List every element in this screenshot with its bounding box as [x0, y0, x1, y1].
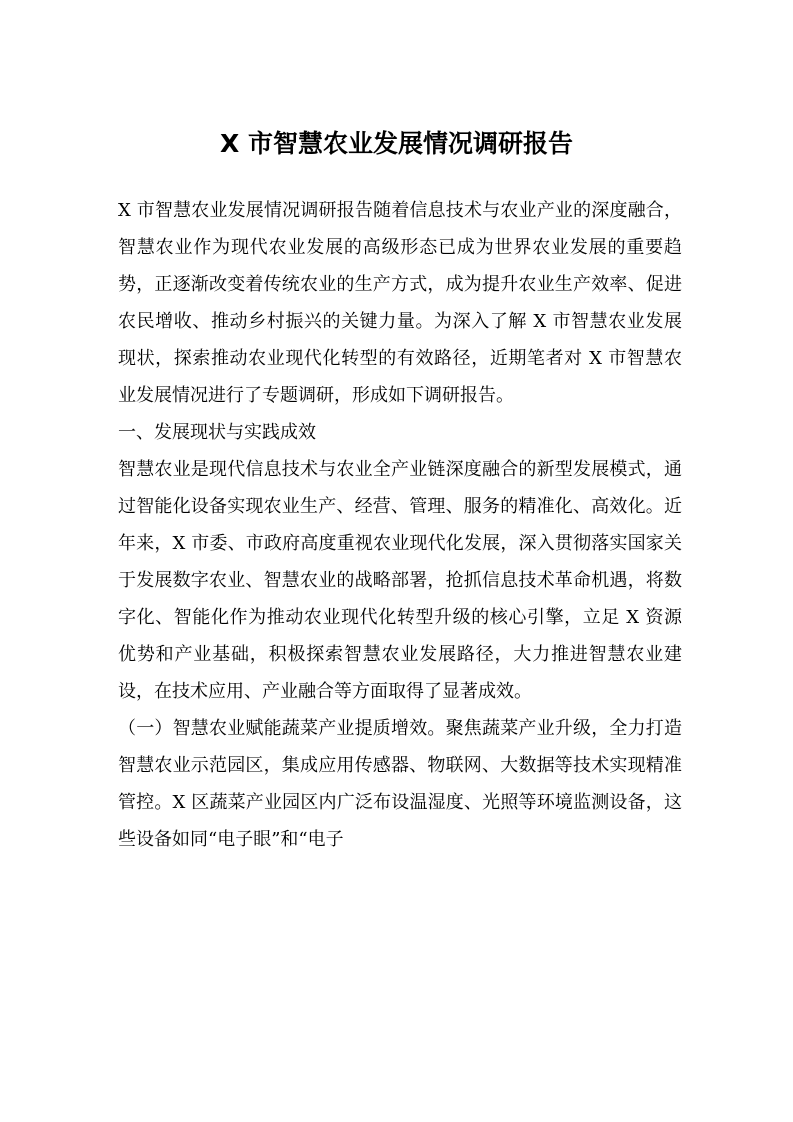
document-title: X 市智慧农业发展情况调研报告 [220, 129, 573, 158]
intro-paragraph: X 市智慧农业发展情况调研报告随着信息技术与农业产业的深度融合，智慧农业作为现代农业发展的高级形态已成为世界农业发展的重要趋势，正逐渐改变着传统农业的生产方式，成为提升农业生产效率、促进农民增收、推动乡村振兴的关键力量。为深入了解 X 市智慧农业发展现状，探索推动农业现代化转型的有效路径，近期笔者对 X 市智慧农业发展情况进行了专题调研，形成如下调研报告。 [118, 200, 682, 406]
subsection-paragraph: （一）智慧农业赋能蔬菜产业提质增效。聚焦蔬菜产业升级，全力打造智慧农业示范园区，集成应用传感器、物联网、大数据等技术实现精准管控。X 区蔬菜产业园区内广泛布设温湿度、光照等环境监测设备，这些设备如同“电子眼”和“电子 [118, 718, 682, 850]
body-paragraph: 智慧农业是现代信息技术与农业全产业链深度融合的新型发展模式，通过智能化设备实现农业生产、经营、管理、服务的精准化、高效化。近年来，X 市委、市政府高度重视农业现代化发展，深入贯彻落实国家关于发展数字农业、智慧农业的战略部署，抢抓信息技术革命机遇，将数字化、智能化作为推动农业现代化转型升级的核心引擎，立足 X 资源优势和产业基础，积极探索智慧农业发展路径，大力推进智慧农业建设，在技术应用、产业融合等方面取得了显著成效。 [118, 459, 682, 702]
document-body [118, 192, 682, 858]
section-heading: 一、发展现状与实践成效 [118, 422, 316, 443]
